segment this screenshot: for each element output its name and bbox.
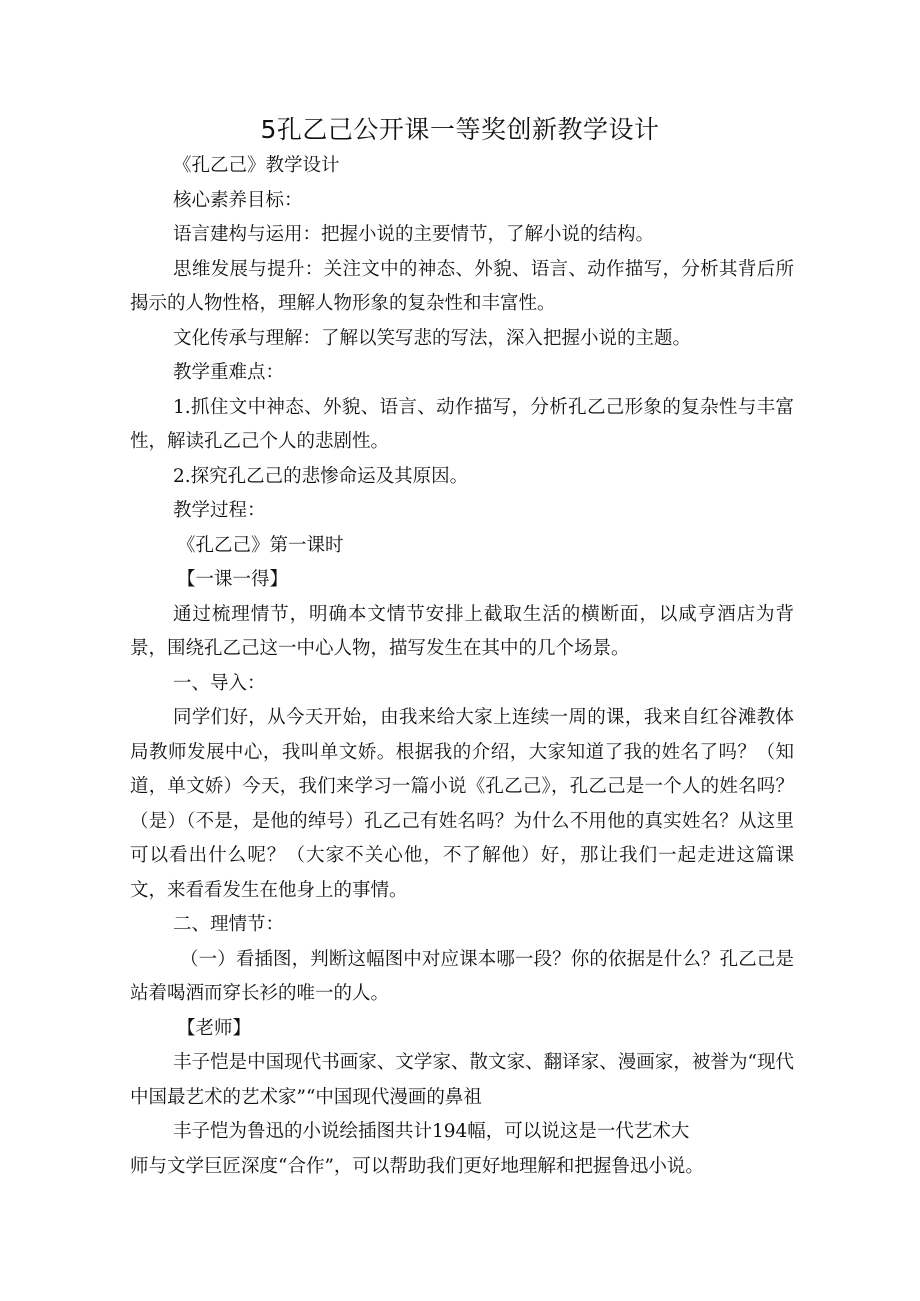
paragraph-first-lesson: 《孔乙己》第一课时 <box>177 534 344 556</box>
paragraph-introduction-heading: 一、导入： <box>173 672 266 694</box>
paragraph-introduction-text: 同学们好，从今天开始，由我来给大家上连续一周的课，我来自红谷滩教体局教师发展中心，我叫单文娇。根据我的介绍，大家知道了我的姓名了吗？（知道，单文娇）今天，我们来学习一篇小说《孔乙己》，孔乙己是一个人的姓名吗？（是）（不是，是他的绰号）孔乙己有姓名吗？为什么不用他的真实姓名？从这里可以看出什么呢？（大家不关心他，不了解他）好，那让我们一起走进这篇课文，来看看发生在他身上的事情。 <box>130 707 794 901</box>
paragraph-lesson-title: 《孔乙己》教学设计 <box>173 155 340 176</box>
paragraph-feng-zikai-intro: 丰子恺是中国现代书画家、文学家、散文家、翻译家、漫画家，被誉为“现代中国最艺术的艺术家”“中国现代漫画的鼻祖 <box>130 1052 794 1108</box>
paragraph-key-point-1: 1.抓住文中神态、外貌、语言、动作描写，分析孔乙己形象的复杂性与丰富性，解读孔乙己个人的悲剧性。 <box>130 396 794 452</box>
paragraph-plot-heading: 二、理情节： <box>173 914 285 935</box>
paragraph-collaboration: 师与文学巨匠深度“合作”，可以帮助我们更好地理解和把握鲁迅小说。 <box>130 1155 704 1177</box>
document-body <box>130 149 794 1184</box>
paragraph-key-point-2: 2.探究孔乙己的悲惨命运及其原因。 <box>173 465 469 487</box>
paragraph-key-points-heading: 教学重难点： <box>173 362 285 383</box>
paragraph-teacher-label: 【老师】 <box>177 1017 252 1039</box>
paragraph-plot-summary: 通过梳理情节，明确本文情节安排上截取生活的横断面，以咸亨酒店为背景，围绕孔乙己这一中心人物，描写发生在其中的几个场景。 <box>130 603 794 659</box>
paragraph-language-goal: 语言建构与运用：把握小说的主要情节，了解小说的结构。 <box>173 224 655 245</box>
paragraph-illustration-count: 丰子恺为鲁迅的小说绘插图共计194幅，可以说这是一代艺术大 <box>173 1121 690 1142</box>
paragraph-culture-goal: 文化传承与理解：了解以笑写悲的写法，深入把握小说的主题。 <box>173 327 692 349</box>
paragraph-process-heading: 教学过程： <box>173 500 266 521</box>
paragraph-core-goals-heading: 核心素养目标： <box>173 189 303 211</box>
paragraph-thinking-goal: 思维发展与提升：关注文中的神态、外貌、语言、动作描写，分析其背后所揭示的人物性格，理解人物形象的复杂性和丰富性。 <box>130 258 794 314</box>
paragraph-illustration-question: （一）看插图，判断这幅图中对应课本哪一段？你的依据是什么？孔乙己是站着喝酒而穿长衫的唯一的人。 <box>130 948 794 1004</box>
document-title: 5孔乙己公开课一等奖创新教学设计 <box>260 115 660 144</box>
paragraph-one-lesson-one-gain: 【一课一得】 <box>177 569 289 590</box>
